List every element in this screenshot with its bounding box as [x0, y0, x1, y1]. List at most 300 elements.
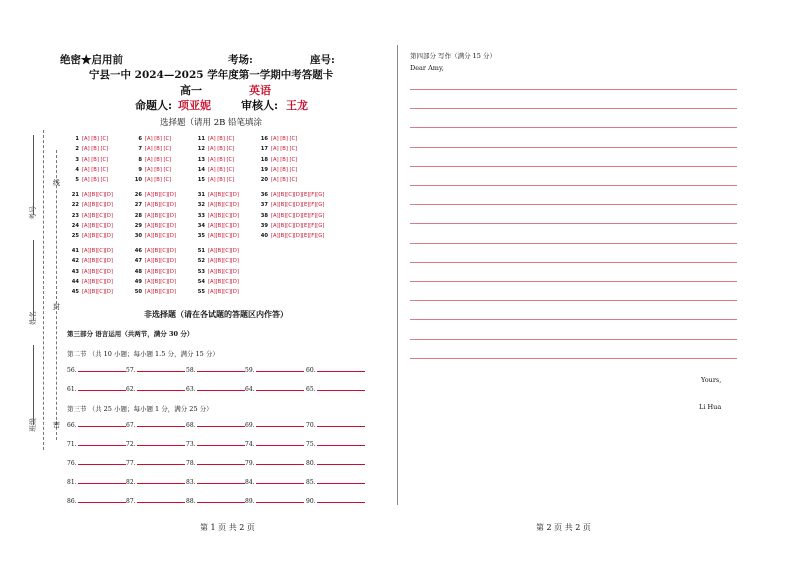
answer-options[interactable]: [A][B][C][D] — [145, 268, 176, 275]
question-number: 46 — [134, 248, 142, 254]
blank-number: 59. — [245, 367, 255, 374]
reviewer-name: 王龙 — [286, 99, 308, 112]
blank-number: 84. — [245, 479, 255, 486]
answer-options[interactable]: [A] [B] [C] — [271, 166, 298, 173]
question-8[interactable] — [133, 155, 171, 165]
blank-line[interactable] — [256, 386, 304, 391]
answer-options[interactable]: [A][B][C][D] — [208, 192, 239, 198]
question-number: 52 — [197, 258, 205, 265]
answer-options[interactable]: [A][B][C][D][E][F][G] — [271, 222, 325, 229]
question-6[interactable] — [133, 134, 171, 144]
answer-options[interactable]: [A] [B] [C] — [208, 166, 235, 173]
blank-line[interactable] — [197, 479, 245, 484]
blank-number: 56. — [67, 367, 77, 374]
question-27[interactable] — [133, 200, 176, 210]
question-29[interactable] — [133, 221, 176, 231]
answer-options[interactable]: [A] [B] [C] — [145, 177, 172, 184]
blank-number: 83. — [186, 479, 196, 486]
writing-line[interactable] — [410, 358, 737, 359]
seat-label: 座号: — [310, 54, 335, 66]
question-number: 5 — [75, 177, 79, 184]
question-55[interactable] — [196, 287, 239, 297]
question-5[interactable] — [70, 175, 108, 185]
blank-90[interactable] — [306, 498, 365, 505]
question-number: 49 — [134, 278, 142, 285]
closing-text: Yours, — [701, 376, 722, 384]
question-number: 28 — [134, 212, 142, 219]
question-49[interactable] — [133, 277, 176, 287]
question-number: 39 — [260, 222, 268, 229]
answer-options[interactable]: [A][B][C][D][E][F][G] — [271, 212, 325, 219]
blank-line[interactable] — [197, 460, 245, 465]
question-17[interactable] — [259, 144, 297, 154]
blank-57[interactable] — [126, 367, 185, 374]
blank-line[interactable] — [197, 498, 245, 503]
question-number: 3 — [75, 156, 79, 163]
question-52[interactable] — [196, 256, 239, 266]
question-11[interactable] — [196, 134, 234, 144]
question-12[interactable] — [196, 144, 234, 154]
question-43[interactable] — [70, 267, 113, 277]
blank-number: 66. — [67, 422, 77, 429]
blank-85[interactable] — [306, 479, 365, 486]
question-3[interactable] — [70, 155, 108, 165]
writing-line[interactable] — [410, 281, 737, 282]
answer-options[interactable]: [A][B][C][D][E][F][G] — [271, 202, 325, 209]
blank-83[interactable] — [186, 479, 245, 486]
answer-options[interactable]: [A] [B] [C] — [208, 177, 235, 184]
blank-line[interactable] — [256, 422, 304, 427]
answer-options[interactable]: [A][B][C][D] — [82, 258, 113, 265]
blank-number: 90. — [306, 498, 316, 505]
blank-88[interactable] — [186, 498, 245, 505]
blank-line[interactable] — [317, 498, 365, 503]
question-36[interactable] — [259, 190, 324, 200]
binding-line-outer — [43, 130, 44, 450]
question-7[interactable] — [133, 144, 171, 154]
question-22[interactable] — [70, 200, 113, 210]
answer-options[interactable]: [A] [B] [C] — [208, 136, 235, 142]
blank-number: 62. — [126, 386, 136, 393]
blank-line[interactable] — [78, 479, 126, 484]
question-number: 53 — [197, 268, 205, 275]
question-number: 22 — [71, 202, 79, 209]
answer-options[interactable]: [A][B][C][D] — [208, 212, 239, 219]
blank-line[interactable] — [137, 460, 185, 465]
question-30[interactable] — [133, 231, 176, 241]
question-number: 18 — [260, 156, 268, 163]
blank-line[interactable] — [317, 367, 365, 372]
blank-71[interactable] — [67, 441, 126, 448]
blank-81[interactable] — [67, 479, 126, 486]
question-number: 41 — [71, 248, 79, 254]
answer-options[interactable]: [A][B][C][D] — [82, 202, 113, 209]
blank-80[interactable] — [306, 460, 365, 467]
blank-66[interactable] — [67, 422, 126, 429]
blank-line[interactable] — [197, 441, 245, 446]
blank-number: 78. — [186, 460, 196, 467]
answer-options[interactable]: [A] [B] [C] — [82, 146, 109, 153]
question-13[interactable] — [196, 155, 234, 165]
blank-number: 79. — [245, 460, 255, 467]
question-42[interactable] — [70, 256, 113, 266]
blank-line[interactable] — [137, 479, 185, 484]
blank-number: 80. — [306, 460, 316, 467]
answer-options[interactable]: [A] [B] [C] — [145, 146, 172, 153]
blank-number: 57. — [126, 367, 136, 374]
question-2[interactable] — [70, 144, 108, 154]
part3-sec3-title: 第三节 （共 25 小题；每小题 1 分，满分 25 分） — [67, 405, 213, 413]
question-number: 2 — [75, 146, 79, 153]
blank-82[interactable] — [126, 479, 185, 486]
blank-number: 65. — [306, 386, 316, 393]
answer-options[interactable]: [A] [B] [C] — [271, 177, 298, 184]
blank-line[interactable] — [78, 386, 126, 391]
question-number: 6 — [138, 136, 142, 142]
question-number: 13 — [197, 156, 205, 163]
blank-line[interactable] — [78, 422, 126, 427]
question-number: 48 — [134, 268, 142, 275]
answer-options[interactable]: [A] [B] [C] — [145, 136, 172, 142]
answer-options[interactable]: [A] [B] [C] — [271, 156, 298, 163]
question-number: 27 — [134, 202, 142, 209]
question-20[interactable] — [259, 175, 297, 185]
question-number: 50 — [134, 289, 142, 296]
writing-line[interactable] — [410, 223, 737, 224]
blank-number: 76. — [67, 460, 77, 467]
answer-options[interactable]: [A][B][C][D][E][F][G] — [271, 192, 325, 198]
answer-options[interactable]: [A][B][C][D] — [82, 212, 113, 219]
question-number: 1 — [75, 136, 79, 142]
writing-line[interactable] — [410, 166, 737, 167]
question-33[interactable] — [196, 211, 239, 221]
blank-number: 70. — [306, 422, 316, 429]
blank-line[interactable] — [137, 386, 185, 391]
question-number: 12 — [197, 146, 205, 153]
answer-options[interactable]: [A][B][C][D] — [145, 258, 176, 265]
blank-number: 58. — [186, 367, 196, 374]
question-40[interactable] — [259, 231, 324, 241]
question-number: 31 — [197, 192, 205, 198]
blank-line[interactable] — [137, 498, 185, 503]
answer-options[interactable]: [A][B][C][D] — [145, 248, 176, 254]
writing-line[interactable] — [410, 185, 737, 186]
writing-line[interactable] — [410, 89, 737, 90]
blank-line[interactable] — [78, 441, 126, 446]
blank-number: 81. — [67, 479, 77, 486]
blank-74[interactable] — [245, 441, 304, 448]
question-48[interactable] — [133, 267, 176, 277]
exam-number-field[interactable] — [33, 135, 34, 215]
answer-options[interactable]: [A] [B] [C] — [82, 156, 109, 163]
question-21[interactable] — [70, 190, 113, 200]
question-number: 35 — [197, 233, 205, 240]
question-number: 19 — [260, 166, 268, 173]
blank-line[interactable] — [137, 441, 185, 446]
blank-number: 82. — [126, 479, 136, 486]
answer-options[interactable]: [A][B][C][D] — [145, 222, 176, 229]
question-number: 30 — [134, 233, 142, 240]
question-51[interactable] — [196, 246, 239, 256]
author-name: 项亚妮 — [178, 99, 211, 112]
blank-line[interactable] — [197, 422, 245, 427]
question-number: 4 — [75, 166, 79, 173]
question-number: 47 — [134, 258, 142, 265]
question-number: 17 — [260, 146, 268, 153]
answer-options[interactable]: [A][B][C][D] — [82, 233, 113, 240]
answer-options[interactable]: [A][B][C][D] — [82, 289, 113, 296]
question-34[interactable] — [196, 221, 239, 231]
blank-56[interactable] — [67, 367, 126, 374]
question-number: 26 — [134, 192, 142, 198]
question-9[interactable] — [133, 165, 171, 175]
blank-number: 72. — [126, 441, 136, 448]
footer-page-2: 第 2 页 共 2 页 — [536, 523, 591, 532]
blank-line[interactable] — [317, 441, 365, 446]
answer-options[interactable]: [A][B][C][D] — [145, 289, 176, 296]
question-47[interactable] — [133, 256, 176, 266]
blank-line[interactable] — [78, 498, 126, 503]
question-number: 10 — [134, 177, 142, 184]
blank-84[interactable] — [245, 479, 304, 486]
blank-number: 61. — [67, 386, 77, 393]
question-50[interactable] — [133, 287, 176, 297]
answer-options[interactable]: [A] [B] [C] — [208, 146, 235, 153]
question-38[interactable] — [259, 211, 324, 221]
part3-title: 第三部分 语言运用（共两节，满分 30 分） — [67, 330, 194, 338]
blank-59[interactable] — [245, 367, 304, 374]
name-label: 姓名 — [29, 311, 37, 325]
blank-58[interactable] — [186, 367, 245, 374]
answer-options[interactable]: [A][B][C][D] — [208, 222, 239, 229]
question-15[interactable] — [196, 175, 234, 185]
answer-options[interactable]: [A] [B] [C] — [145, 156, 172, 163]
question-10[interactable] — [133, 175, 171, 185]
writing-line[interactable] — [410, 319, 737, 320]
greeting-text: Dear Amy, — [410, 64, 444, 72]
answer-options[interactable]: [A] [B] [C] — [82, 166, 109, 173]
blank-79[interactable] — [245, 460, 304, 467]
question-number: 44 — [71, 278, 79, 285]
question-37[interactable] — [259, 200, 324, 210]
writing-line[interactable] — [410, 262, 737, 263]
question-19[interactable] — [259, 165, 297, 175]
writing-line[interactable] — [410, 300, 737, 301]
name-field[interactable] — [33, 240, 34, 320]
question-number: 51 — [197, 248, 205, 254]
blank-62[interactable] — [126, 386, 185, 393]
class-field[interactable] — [33, 345, 34, 425]
question-number: 11 — [197, 136, 205, 142]
blank-line[interactable] — [256, 441, 304, 446]
question-44[interactable] — [70, 277, 113, 287]
answer-options[interactable]: [A][B][C][D] — [208, 233, 239, 240]
answer-options[interactable]: [A][B][C][D] — [208, 268, 239, 275]
blank-number: 74. — [245, 441, 255, 448]
page-divider — [397, 45, 398, 505]
blank-67[interactable] — [126, 422, 185, 429]
blank-61[interactable] — [67, 386, 126, 393]
answer-options[interactable]: [A][B][C][D] — [208, 258, 239, 265]
question-number: 23 — [71, 212, 79, 219]
answer-options[interactable]: [A][B][C][D] — [145, 278, 176, 285]
blank-76[interactable] — [67, 460, 126, 467]
blank-number: 68. — [186, 422, 196, 429]
writing-line[interactable] — [410, 243, 737, 244]
part4-title: 第四部分 写作（满分 15 分） — [410, 52, 496, 60]
answer-options[interactable]: [A][B][C][D] — [82, 192, 113, 198]
blank-line[interactable] — [256, 460, 304, 465]
blank-number: 77. — [126, 460, 136, 467]
line-char: 线 — [53, 179, 60, 187]
blank-line[interactable] — [256, 498, 304, 503]
question-26[interactable] — [133, 190, 176, 200]
question-24[interactable] — [70, 221, 113, 231]
question-35[interactable] — [196, 231, 239, 241]
question-23[interactable] — [70, 211, 113, 221]
blank-68[interactable] — [186, 422, 245, 429]
non-choice-title: 非选择题（请在各试题的答题区内作答） — [144, 309, 288, 319]
blank-line[interactable] — [78, 460, 126, 465]
answer-options[interactable]: [A] [B] [C] — [145, 166, 172, 173]
exam-room-label: 考场: — [228, 54, 253, 66]
blank-number: 67. — [126, 422, 136, 429]
blank-number: 88. — [186, 498, 196, 505]
blank-line[interactable] — [317, 386, 365, 391]
answer-options[interactable]: [A][B][C][D] — [208, 278, 239, 285]
blank-number: 85. — [306, 479, 316, 486]
question-39[interactable] — [259, 221, 324, 231]
answer-options[interactable]: [A][B][C][D] — [208, 202, 239, 209]
question-number: 15 — [197, 177, 205, 184]
question-number: 25 — [71, 233, 79, 240]
blank-number: 64. — [245, 386, 255, 393]
writing-line[interactable] — [410, 204, 737, 205]
blank-line[interactable] — [256, 367, 304, 372]
answer-options[interactable]: [A] [B] [C] — [208, 156, 235, 163]
question-number: 9 — [138, 166, 142, 173]
blank-78[interactable] — [186, 460, 245, 467]
question-32[interactable] — [196, 200, 239, 210]
blank-65[interactable] — [306, 386, 365, 393]
secret-label: 绝密★启用前 — [60, 54, 123, 66]
blank-line[interactable] — [317, 422, 365, 427]
question-54[interactable] — [196, 277, 239, 287]
answer-options[interactable]: [A] [B] [C] — [271, 146, 298, 153]
question-number: 7 — [138, 146, 142, 153]
question-number: 54 — [197, 278, 205, 285]
blank-87[interactable] — [126, 498, 185, 505]
answer-options[interactable]: [A][B][C][D] — [145, 212, 176, 219]
blank-number: 71. — [67, 441, 77, 448]
question-18[interactable] — [259, 155, 297, 165]
question-number: 40 — [260, 233, 268, 240]
blank-69[interactable] — [245, 422, 304, 429]
blank-63[interactable] — [186, 386, 245, 393]
mi-char: 密 — [53, 421, 60, 429]
answer-options[interactable]: [A][B][C][D] — [82, 268, 113, 275]
blank-number: 75. — [306, 441, 316, 448]
question-16[interactable] — [259, 134, 297, 144]
question-31[interactable] — [196, 190, 239, 200]
answer-options[interactable]: [A] [B] [C] — [82, 177, 109, 184]
blank-line[interactable] — [78, 367, 126, 372]
class-label: 班级 — [29, 418, 37, 432]
blank-60[interactable] — [306, 367, 365, 374]
answer-options[interactable]: [A][B][C][D] — [208, 289, 239, 296]
binding-line-inner — [56, 150, 57, 440]
question-53[interactable] — [196, 267, 239, 277]
question-number: 20 — [260, 177, 268, 184]
choice-section-title: 选择题（请用 2B 铅笔填涂 — [160, 118, 263, 128]
blank-line[interactable] — [197, 386, 245, 391]
answer-options[interactable]: [A] [B] [C] — [271, 136, 298, 142]
blank-line[interactable] — [137, 422, 185, 427]
blank-number: 87. — [126, 498, 136, 505]
blank-line[interactable] — [256, 479, 304, 484]
writing-line[interactable] — [410, 339, 737, 340]
blank-line[interactable] — [197, 367, 245, 372]
question-number: 14 — [197, 166, 205, 173]
answer-options[interactable]: [A][B][C][D] — [145, 233, 176, 240]
writing-line[interactable] — [410, 147, 737, 148]
question-number: 43 — [71, 268, 79, 275]
answer-options[interactable]: [A][B][C][D] — [145, 192, 176, 198]
question-46[interactable] — [133, 246, 176, 256]
question-45[interactable] — [70, 287, 113, 297]
blank-number: 69. — [245, 422, 255, 429]
question-41[interactable] — [70, 246, 113, 256]
question-1[interactable] — [70, 134, 108, 144]
question-number: 37 — [260, 202, 268, 209]
author-label: 命题人: — [135, 99, 173, 112]
question-25[interactable] — [70, 231, 113, 241]
blank-72[interactable] — [126, 441, 185, 448]
answer-options[interactable]: [A][B][C][D] — [82, 222, 113, 229]
exam-number-label: 考号 — [29, 206, 37, 220]
answer-options[interactable]: [A][B][C][D] — [82, 278, 113, 285]
writing-line[interactable] — [410, 127, 737, 128]
answer-options[interactable]: [A][B][C][D] — [145, 202, 176, 209]
blank-89[interactable] — [245, 498, 304, 505]
question-number: 33 — [197, 212, 205, 219]
blank-75[interactable] — [306, 441, 365, 448]
blank-line[interactable] — [317, 479, 365, 484]
blank-line[interactable] — [137, 367, 185, 372]
question-14[interactable] — [196, 165, 234, 175]
blank-73[interactable] — [186, 441, 245, 448]
question-number: 55 — [197, 289, 205, 296]
answer-options[interactable]: [A][B][C][D][E][F][G] — [271, 233, 325, 240]
question-number: 16 — [260, 136, 268, 142]
answer-options[interactable]: [A][B][C][D] — [208, 248, 239, 254]
blank-number: 73. — [186, 441, 196, 448]
blank-line[interactable] — [317, 460, 365, 465]
answer-options[interactable]: [A] [B] [C] — [82, 136, 109, 142]
blank-number: 63. — [186, 386, 196, 393]
answer-options[interactable]: [A][B][C][D] — [82, 248, 113, 254]
footer-page-1: 第 1 页 共 2 页 — [200, 523, 255, 532]
blank-70[interactable] — [306, 422, 365, 429]
grade-label: 高一 — [180, 84, 202, 97]
blank-number: 60. — [306, 367, 316, 374]
question-28[interactable] — [133, 211, 176, 221]
blank-64[interactable] — [245, 386, 304, 393]
blank-77[interactable] — [126, 460, 185, 467]
writing-line[interactable] — [410, 108, 737, 109]
blank-86[interactable] — [67, 498, 126, 505]
question-4[interactable] — [70, 165, 108, 175]
